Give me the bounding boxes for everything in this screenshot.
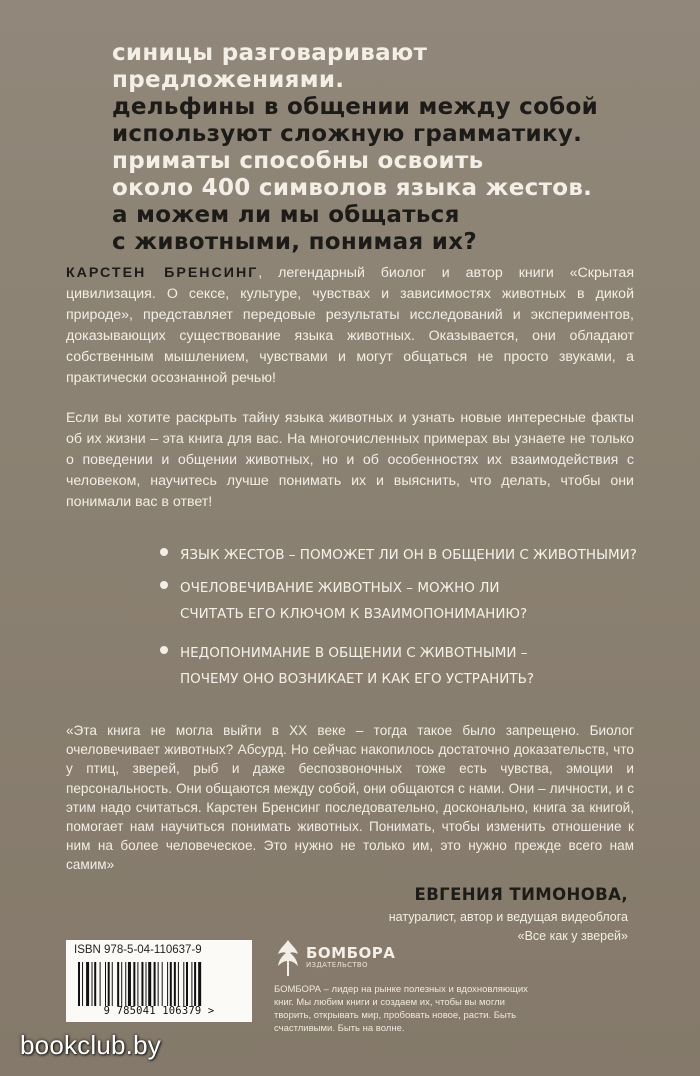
barcode-bar	[198, 962, 201, 1006]
publisher-description: БОМБОРА – лидер на рынке полезных и вдохновляющих книг. Мы любим книги и создаем их, чтобы вы могли творить, открывать мир, пробовать новое, расти. Быть счастливыми. Быть на волне.	[274, 984, 528, 1034]
headline-line-3: дельфины в общении между собой	[112, 94, 599, 120]
publisher-name: БОМБОРА	[306, 944, 396, 962]
bullet-line: НЕДОПОНИМАНИЕ В ОБЩЕНИИ С ЖИВОТНЫМИ –	[180, 645, 528, 661]
barcode-bar	[158, 962, 159, 1006]
bullet-item	[160, 578, 630, 630]
barcode-bar	[162, 962, 163, 1006]
barcode-bar	[94, 962, 96, 1006]
barcode-bar	[100, 962, 101, 1006]
bullet-dot-icon	[160, 548, 168, 556]
bullet-list	[160, 545, 637, 708]
barcode-bar	[133, 962, 135, 1006]
quote-author: ЕВГЕНИЯ ТИМОНОВА,	[414, 885, 628, 904]
barcode-bar	[194, 962, 196, 1006]
bullet-line-continued: ПОЧЕМУ ОНО ВОЗНИКАЕТ И КАК ЕГО УСТРАНИТЬ?	[180, 671, 535, 687]
barcode-bar	[137, 962, 138, 1006]
intro-author-name: КАРСТЕН БРЕНСИНГ	[66, 265, 259, 281]
barcode-bar	[86, 962, 89, 1006]
barcode-bar	[82, 962, 83, 1006]
barcode-bar	[146, 962, 147, 1006]
barcode-bar	[128, 962, 131, 1006]
headline-line-7: а можем ли мы общаться	[112, 202, 460, 228]
quote-role-line-2: «Все как у зверей»	[517, 929, 628, 943]
barcode-bar	[125, 962, 126, 1006]
barcode-bar	[105, 962, 106, 1006]
intro-text: , легендарный биолог и автор книги «Скрытая цивилизация. О сексе, культуре, чувствах и зависимостях животных в дикой природе», представляет передовые результаты исследований и экспериментов, доказывающих существование языка животных. Оказывается, они обладают собственным мышлением, чувствами и могут общаться не просто звуками, а практически осознанной речью!	[66, 265, 635, 386]
barcode-image	[78, 962, 242, 1006]
barcode-bar	[121, 962, 122, 1006]
bullet-line: ЯЗЫК ЖЕСТОВ – ПОМОЖЕТ ЛИ ОН В ОБЩЕНИИ С ЖИВОТНЫМИ?	[180, 547, 637, 563]
bullet-item	[160, 545, 637, 565]
watermark-text: bookclub.by	[20, 1030, 161, 1060]
headline	[112, 40, 672, 256]
bullet-dot-icon	[160, 646, 168, 654]
barcode-bar	[191, 962, 192, 1006]
barcode-bar	[167, 962, 168, 1006]
headline-line-2: предложениями.	[112, 67, 345, 93]
bullet-item	[160, 643, 630, 695]
bullet-line-continued: СЧИТАТЬ ЕГО КЛЮЧОМ К ВЗАИМОПОНИМАНИЮ?	[180, 606, 528, 622]
barcode-bar	[178, 962, 179, 1006]
barcode-bar	[141, 962, 143, 1006]
headline-line-1: синицы разговаривают	[112, 40, 428, 66]
headline-line-5: приматы способны освоить	[112, 148, 484, 174]
barcode-bar	[170, 962, 172, 1006]
isbn-label: ISBN 978-5-04-110637-9	[74, 944, 202, 956]
barcode-bar	[148, 962, 151, 1006]
headline-line-8: с животными, понимая их?	[112, 229, 477, 255]
bullet-line: ОЧЕЛОВЕЧИВАНИЕ ЖИВОТНЫХ – МОЖНО ЛИ	[180, 580, 500, 596]
quote-role-line-1: натуралист, автор и ведущая видеоблога	[388, 910, 628, 924]
barcode-bar	[183, 962, 184, 1006]
headline-line-6: около 400 символов языка жестов.	[112, 175, 593, 201]
barcode-bar	[154, 962, 156, 1006]
barcode-bar	[92, 962, 93, 1006]
quote-author-role	[288, 908, 628, 946]
barcode-bar	[117, 962, 119, 1006]
barcode-bar	[174, 962, 176, 1006]
review-quote: «Эта книга не могла выйти в XX веке – тогда такое было запрещено. Биолог очеловечивает животных? Абсурд. Но сейчас накопилось достаточно доказательств, что у птиц, зверей, рыб и даже беспозвоночных тоже есть чувства, эмоции и персональность. Они общаются между собой, они общаются с нами. Они – личности, и с этим надо считаться. Карстен Бренсинг последовательно, досконально, книга за книгой, помогает нам научиться понимать животных. Понимать, чтобы изменить отношение к ним на более человеческое. Это нужно не только им, это нужно прежде всего нам самим»	[66, 723, 634, 873]
barcode-bar	[186, 962, 188, 1006]
barcode-bar	[78, 962, 80, 1006]
barcode-digits: 9 785041 106379 >	[103, 1005, 215, 1017]
second-paragraph: Если вы хотите раскрыть тайну языка животных и узнать новые интересные факты об их жизни – эта книга для вас. На многочисленных примерах вы узнаете не только о поведении и общении животных, но и об особенностях их взаимодействия с человеком, научитесь лучше понимать их и выяснить, что делать, чтобы они понимали вас в ответ!	[66, 410, 634, 510]
intro-paragraph	[66, 263, 634, 389]
bullet-dot-icon	[160, 581, 168, 589]
barcode-panel	[66, 940, 252, 1022]
barcode-bar	[112, 962, 113, 1006]
barcode-bar	[108, 962, 110, 1006]
bombora-logo-icon	[274, 938, 302, 978]
headline-line-4: используют сложную грамматику.	[112, 121, 583, 147]
publisher-subtitle: ИЗДАТЕЛЬСТВО	[306, 961, 368, 969]
